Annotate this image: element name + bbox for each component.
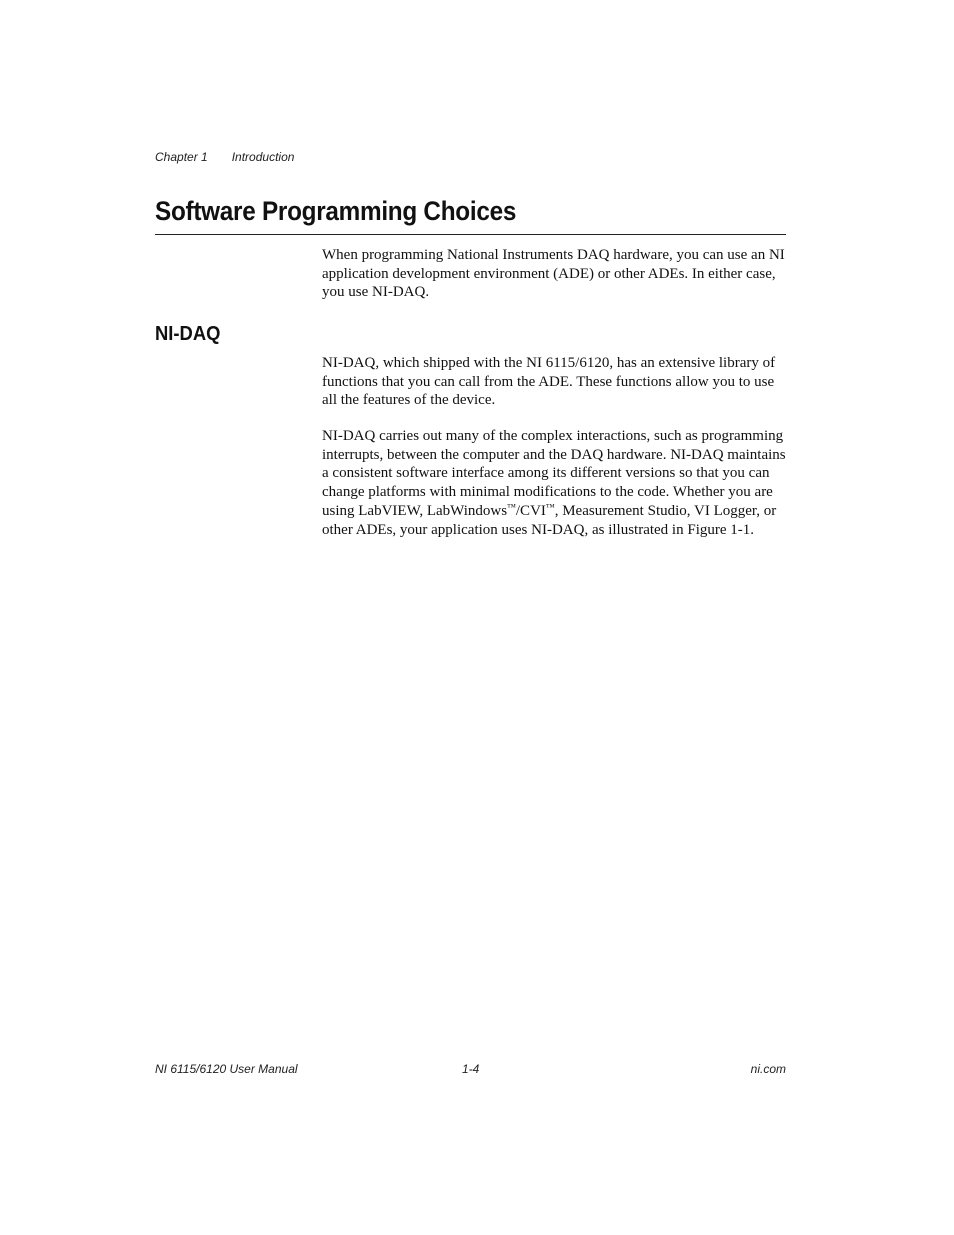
footer-page-number: 1-4 <box>462 1062 480 1076</box>
intro-paragraph: When programming National Instruments DAQ hardware, you can use an NI application development environment (ADE) or other ADEs. In either case, you use NI-DAQ. <box>322 247 785 301</box>
ni-daq-paragraph-2 <box>322 427 787 539</box>
subsection-title: NI-DAQ <box>155 323 221 345</box>
trademark-symbol: ™ <box>545 501 555 512</box>
section-divider <box>155 234 786 235</box>
chapter-title: Introduction <box>231 150 295 164</box>
chapter-number: Chapter 1 <box>155 150 208 164</box>
trademark-symbol: ™ <box>507 501 516 512</box>
paragraph-2-text-a: NI-DAQ carries out many of the complex interactions, such as programming interrupts, between the computer and the DAQ hardware. NI-DAQ maintains a consistent software interface among its different versions so that you can change platforms with minimal modifications to the code. Whether you are using LabVIEW, LabWindows <box>322 428 786 519</box>
section-title: Software Programming Choices <box>155 196 517 226</box>
paragraph-2-text-b: /CVI <box>515 502 546 519</box>
footer-manual-name: NI 6115/6120 User Manual <box>155 1062 298 1076</box>
paragraph-2-text-c: , Measurement Studio, VI Logger, or other ADEs, your application uses NI-DAQ, as illustrated in Figure 1-1. <box>322 502 777 538</box>
running-header <box>155 150 294 164</box>
ni-daq-paragraph-1: NI-DAQ, which shipped with the NI 6115/6120, has an extensive library of functions that you can call from the ADE. These functions allow you to use all the features of the device. <box>322 355 776 409</box>
footer-website: ni.com <box>750 1062 786 1076</box>
